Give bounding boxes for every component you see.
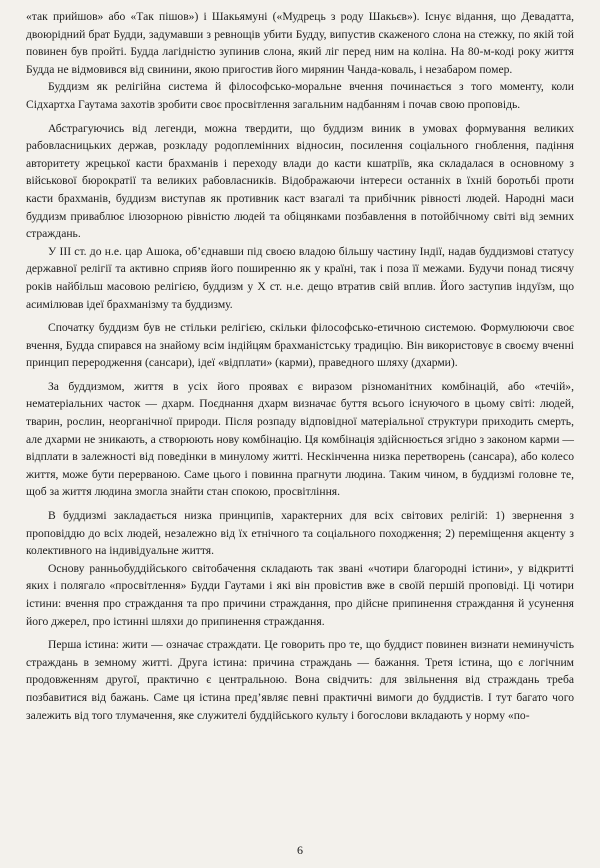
paragraph: Абстрагуючись від легенди, можна твердити, що буддизм виник в умовах формування великих рабовласницьких держав, розкладу родоплемінних відносин, посилення соціального гноблення, падіння авторитету жрецької касти брахманів і переходу влади до касти кшатріїв, яка складалася в основному з військової бюрократії та великих рабовласників. Відображаючи інтереси останніх в їхній боротьбі проти касти брахманів, буддизм виступав як противник каст взагалі та прибічник рівності людей. Народні маси буддизм приваблює ілюзорною рівністю людей та обіцянками позбавлення в потойбічному світі від земних страждань. xyxy=(26,121,574,241)
paragraph: Перша істина: жити — означає страждати. Це говорить про те, що буддист повинен визнати неминучість страждань в земному житті. Друга істина: причина страждань — бажання. Третя істина, що є логічним продовженням другої, практично є центральною. Вона свідчить: для звільнення від страждань треба позбавитися від бажань. Саме ця істина пред’являє певні практичні вимоги до буддистів. І тут багато чого залежить від того тлумачення, яке служителі буддійського культу і богослови вкладають у норму «по- xyxy=(26,638,574,722)
paragraph: В буддизмі закладається низка принципів, характерних для всіх світових релігій: 1) звернення з проповіддю до всіх людей, незалежно від їх етнічного та соціального походження; 2) переміщення акценту з колективного на індивідуальне життя. xyxy=(26,509,574,558)
paragraph: Основу ранньобуддійського світобачення складають так звані «чотири благородні істини», у відкритті яких і полягало «просвітлення» Будди Гаутами і які він провістив вже в своїй першій проповіді. Ці чотири істини: вчення про страждання та про причини страждання, про дійсне припинення страждання й усунення його джерел, про істинні шляхи до припинення страждання. xyxy=(26,561,574,628)
paragraph: «так прийшов» або «Так пішов») і Шакьямуні («Мудрець з роду Шакьєв»). Існує відання, що Девадатта, двоюрідний брат Будди, задумавши з ревнощів убити Будду, випустив скаженого слона на стежку, по якій той повинен був пройті. Будда лагідністю зупинив слона, який ліг перед ним на коліна. На 80-м-коді року життя Будда не відмовився від свинини, якою пригостив його мирянин Чанда-коваль, і незабаром помер. xyxy=(26,10,574,76)
paragraph: У ІІІ ст. до н.е. цар Ашока, об’єднавши під своєю владою більшу частину Індії, надав буддизмові статусу державної релігії та активно сприяв його поширенню як у країні, так і поза її межами. Будучи понад тисячу років найбільш масовою релігією, буддизм у X ст. н.е. дещо втратив свій вплив. Його заступив індуїзм, що асимілював ідеї брахманізму та буддизму. xyxy=(26,244,574,311)
page-body xyxy=(26,8,574,724)
paragraph: Буддизм як релігійна система й філософсько-моральне вчення починається з того моменту, коли Сідхартха Гаутама захотів зробити своє просвітлення загальним надбанням і почав свою проповідь. xyxy=(26,80,574,111)
paragraph: Спочатку буддизм був не стільки релігією, скільки філософсько-етичною системою. Формулюючи своє вчення, Будда спирався на знайому всім індійцям брахманістську традицію. Він використовує в своєму вченні принцип переродження (сансари), ідеї «відплати» (карми), праведного шляху (дхарми). xyxy=(26,321,574,370)
paragraph: За буддизмом, життя в усіх його проявах є виразом різноманітних комбінацій, або «течій», нематеріальних часток — дхарм. Поєднання дхарм визначає буття всього існуючого в цьому світі: людей, тварин, рослин, неорганічної природи. Після розпаду відповідної матеріальної структури приходить смерть, але дхарми не зникають, а створюють нову комбінацію. Ця комбінація здійснюється згідно з законом карми — відплати в залежності від поведінки в минулому житті. Нескінченна низка перетворень (сансара), або колесо життя, може бути перерваною. Саме цього і повинна прагнути людина. Таким чином, в буддизмі головне те, щоб за життя людина змогла знайти стан спокою, просвітління. xyxy=(26,379,574,499)
page-number: 6 xyxy=(297,843,303,857)
